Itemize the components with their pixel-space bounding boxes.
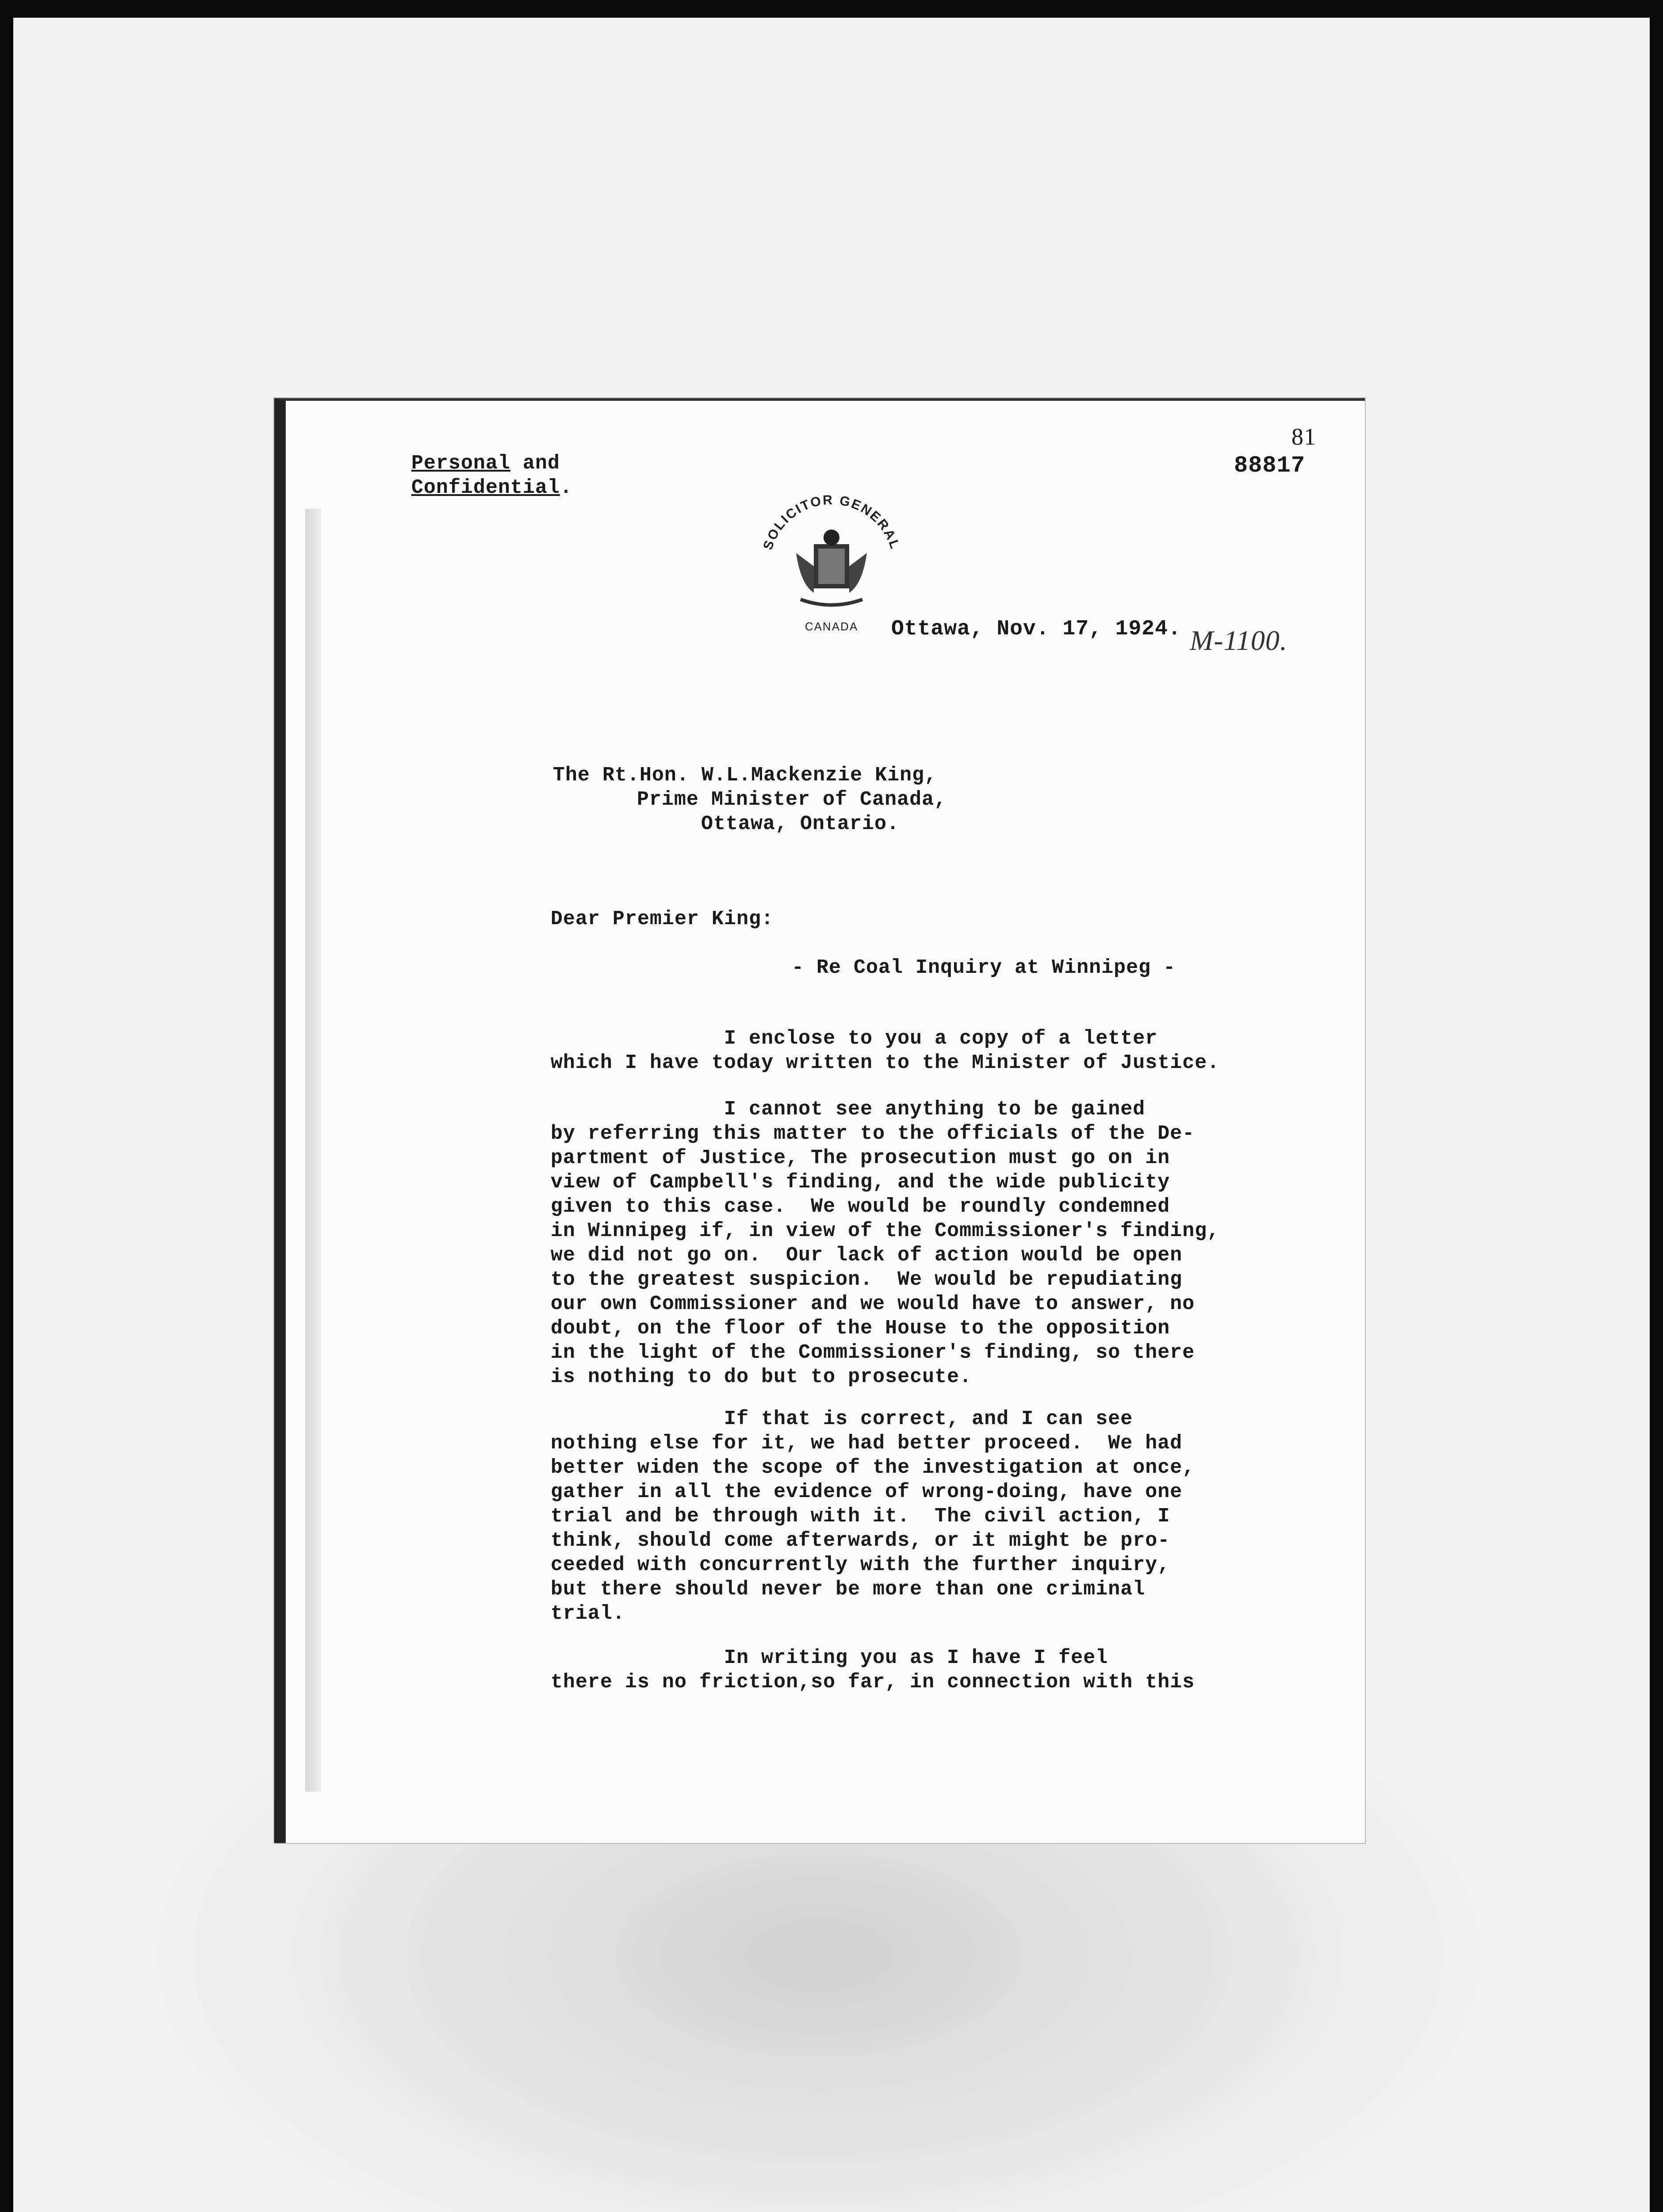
handwritten-annotation: M-1100. [1190, 625, 1287, 656]
personal-label: Personal [411, 452, 511, 475]
letter-date: Ottawa, Nov. 17, 1924. [891, 617, 1181, 641]
seal-text-bottom: CANADA [805, 620, 858, 633]
paragraph-3-line: but there should never be more than one criminal [551, 1578, 1146, 1601]
paragraph-2-line: our own Commissioner and we would have to answer, no [551, 1293, 1195, 1315]
paragraph-2-line: in Winnipeg if, in view of the Commissioner's finding, [551, 1220, 1220, 1242]
paragraph-3-line: think, should come afterwards, or it might be pro- [551, 1529, 1170, 1552]
sheet-edge-shadow [305, 509, 321, 1792]
address-line-2: Prime Minister of Canada, [637, 788, 947, 811]
film-border-right [1650, 0, 1663, 2212]
paragraph-1-line: I enclose to you a copy of a letter [551, 1027, 1158, 1050]
subject-line: - Re Coal Inquiry at Winnipeg - [792, 956, 1176, 979]
address-line-1: The Rt.Hon. W.L.Mackenzie King, [553, 764, 937, 787]
paragraph-1-line: which I have today written to the Minister of Justice. [551, 1052, 1220, 1074]
paragraph-3-line: trial and be through with it. The civil action, I [551, 1505, 1170, 1528]
paragraph-3 [551, 1407, 1195, 1626]
paragraph-2-line: partment of Justice, The prosecution must go on in [551, 1147, 1170, 1169]
paragraph-3-line: gather in all the evidence of wrong-doing, have one [551, 1481, 1183, 1503]
paragraph-4-line: there is no friction,so far, in connection with this [551, 1671, 1195, 1694]
paragraph-3-line: nothing else for it, we had better proceed. We had [551, 1432, 1183, 1455]
paragraph-2-line: view of Campbell's finding, and the wide publicity [551, 1171, 1170, 1194]
paragraph-2-line: by referring this matter to the officials of the De- [551, 1122, 1195, 1145]
paragraph-4-line: In writing you as I have I feel [551, 1647, 1108, 1669]
solicitor-general-seal-icon [752, 478, 911, 646]
reference-number: 88817 [1234, 453, 1306, 479]
confidential-label: Confidential [411, 476, 560, 499]
salutation: Dear Premier King: [551, 908, 774, 930]
paragraph-2 [551, 1097, 1219, 1389]
confidential-period: . [560, 476, 573, 499]
personal-confidential-heading [411, 451, 572, 500]
paragraph-3-line: trial. [551, 1602, 625, 1625]
address-line-3: Ottawa, Ontario. [701, 813, 900, 835]
page-number: 81 [1291, 423, 1316, 450]
paragraph-2-line: doubt, on the floor of the House to the opposition [551, 1317, 1170, 1340]
paragraph-3-line: If that is correct, and I can see [551, 1408, 1133, 1430]
paragraph-2-line: given to this case. We would be roundly condemned [551, 1195, 1170, 1218]
film-border-top [0, 0, 1663, 18]
film-border-left [0, 0, 13, 2212]
paragraph-2-line: to the greatest suspicion. We would be repudiating [551, 1268, 1183, 1291]
paragraph-2-line: I cannot see anything to be gained [551, 1098, 1146, 1121]
paragraph-3-line: ceeded with concurrently with the further inquiry, [551, 1554, 1170, 1576]
paragraph-2-line: is nothing to do but to prosecute. [551, 1366, 972, 1388]
seal-text-top: SOLICITOR GENERAL [760, 492, 903, 552]
paragraph-4 [551, 1646, 1195, 1694]
paragraph-1 [551, 1026, 1219, 1075]
paragraph-3-line: better widen the scope of the investigation at once, [551, 1456, 1195, 1479]
paragraph-2-line: we did not go on. Our lack of action would be open [551, 1244, 1183, 1267]
personal-and-label: and [510, 452, 560, 475]
paragraph-2-line: in the light of the Commissioner's finding, so there [551, 1341, 1195, 1364]
